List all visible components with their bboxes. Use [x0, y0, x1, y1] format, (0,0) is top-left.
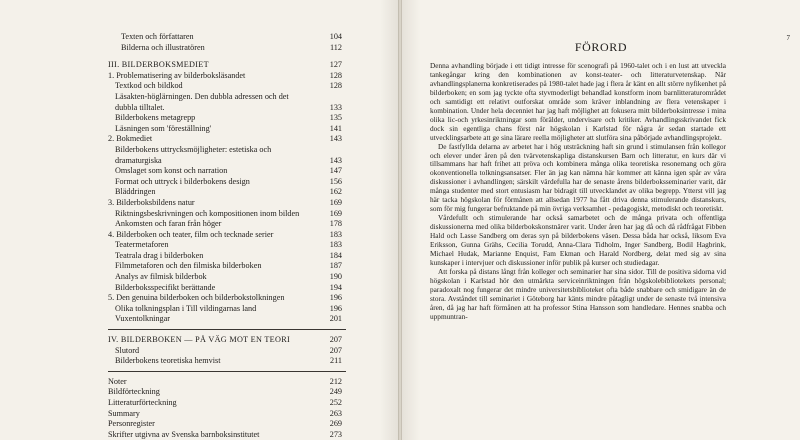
- toc-entry: [108, 187, 342, 198]
- toc-entry-title: Läsningen som 'föreställning': [115, 123, 212, 133]
- toc-entry-title: Bildförteckning: [108, 387, 160, 397]
- toc-entry: [108, 219, 342, 230]
- toc-page: [0, 0, 398, 440]
- toc-entry: [108, 134, 342, 145]
- toc-entry-title: 5. Den genuina bilderboken och bilderbokstolkningen: [108, 293, 285, 303]
- toc-entry-page: 201: [329, 314, 342, 324]
- toc-entry-title: Texten och författaren: [121, 32, 194, 41]
- toc-entry-title: 1. Problematisering av bilderboksläsandet: [108, 70, 246, 80]
- page-shadow: [380, 0, 398, 440]
- toc-entry-title: Summary: [108, 408, 140, 418]
- toc-entry-page: 212: [329, 376, 342, 386]
- toc-entry: [108, 387, 342, 398]
- toc-entry: [108, 92, 342, 103]
- toc-entry-page: 104: [329, 32, 342, 41]
- toc-spacer: [108, 53, 342, 60]
- toc-entry-title: dubbla tilltalet.: [115, 102, 165, 112]
- foreword-paragraph: Denna avhandling började i ett tidigt intresse för scenografi på 1960-talet och i en lust att utveckla tankegångar kring den kombinationen av konst-teater- och litteraturvetenskap. När avhandlingsplanerna konkretiserades på 1980-talet hade jag i flera år känt en allt större nyfikenhet på bilderboken; en som jag tyckte ofta styvmoderligt behandlad konstform inom barnlitteraturområdet och samtidigt ett relativt outforskat område som kräver inblandning av flera vetenskaper i kombination. Under hela decenniet har jag haft möjlighet att fokusera mitt bilderboksintresse i mina olika lic-och yrkesinriktningar som förälder, undervisare och kritiker. Avhandlingsskrivandet fick dock sin egentliga chans först när högskolan i Karlstad för några år sedan startade ett utvecklingsarbete att ge sina lärare reella möjligheter att slutföra sina påbörjade avhandlingsprojekt.: [430, 61, 726, 142]
- toc-entry-title: III. BILDERBOKSMEDIET: [108, 60, 209, 70]
- toc-entry-page: 184: [329, 250, 342, 260]
- toc-entry-title: Olika tolkningsplan i Till vildingarnas land: [115, 303, 257, 313]
- toc-entry-title: IV. BILDERBOKEN — PÅ VÄG MOT EN TEORI: [108, 335, 290, 345]
- toc-divider: [108, 329, 346, 330]
- toc-entry-page: 169: [329, 208, 342, 218]
- toc-entry: [108, 419, 342, 430]
- toc-entry-page: 135: [329, 113, 342, 123]
- toc-entry-page: 207: [329, 335, 342, 345]
- toc-entry: [108, 166, 342, 177]
- toc-entry-title: 2. Bokmediet: [108, 134, 153, 144]
- toc-entry: [108, 209, 342, 220]
- toc-entry: [108, 304, 342, 315]
- toc-entry-page: 249: [329, 387, 342, 397]
- toc-entry-page: 112: [330, 42, 342, 52]
- toc-entry-title: Slutord: [115, 345, 140, 355]
- toc-entry: [108, 32, 342, 43]
- toc-entry-title: Noter: [108, 376, 127, 386]
- toc-entry: [108, 377, 342, 388]
- toc-entry-page: 143: [329, 134, 342, 144]
- toc-entry-title: Bilderbokens teoretiska hemvist: [115, 356, 221, 366]
- toc-section-heading: [108, 60, 342, 71]
- toc-entry: [108, 198, 342, 209]
- toc-entry-title: Format och uttryck i bilderbokens design: [115, 176, 250, 186]
- toc-entry-title: Teatrala drag i bilderboken: [115, 250, 204, 260]
- foreword-body: [430, 62, 726, 322]
- toc-entry-title: Bläddringen: [115, 187, 156, 197]
- toc-entry-page: 162: [329, 187, 342, 197]
- toc-entry-page: 211: [330, 356, 342, 366]
- page-number: 7: [786, 34, 790, 42]
- toc-entry: [108, 356, 342, 367]
- toc-entry-page: 187: [329, 261, 342, 271]
- toc-entry-title: Personregister: [108, 419, 155, 429]
- toc-entry-page: 196: [329, 293, 342, 303]
- toc-entry-title: Teatermetaforen: [115, 240, 169, 250]
- table-of-contents: [108, 32, 342, 440]
- toc-entry-title: 4. Bilderboken och teater, film och tecknade serier: [108, 229, 274, 239]
- toc-entry-title: Skrifter utgivna av Svenska barnboksinstitutet: [108, 429, 260, 439]
- toc-entry: [108, 113, 342, 124]
- toc-entry-page: 183: [329, 229, 342, 239]
- toc-entry-page: 190: [329, 272, 342, 282]
- toc-entry: [108, 103, 342, 114]
- toc-entry-title: Ankomsten och faran från höger: [115, 219, 222, 229]
- toc-entry-page: 128: [329, 70, 342, 80]
- foreword-page: [402, 0, 800, 440]
- toc-entry-page: 128: [329, 81, 342, 91]
- toc-entry: [108, 314, 342, 325]
- foreword-title: FÖRORD: [574, 40, 628, 54]
- toc-entry-title: Litteraturförteckning: [108, 398, 177, 407]
- toc-entry-title: dramaturgiska: [115, 155, 162, 165]
- toc-divider: [108, 371, 346, 372]
- toc-entry-page: 183: [329, 240, 342, 250]
- toc-entry-page: 252: [329, 398, 342, 407]
- toc-entry-title: Bilderbokens metagrepp: [115, 113, 196, 123]
- toc-entry: [108, 156, 342, 167]
- toc-entry: [108, 230, 342, 241]
- toc-entry-title: Bilderna och illustratören: [121, 42, 205, 52]
- toc-entry-title: Filmmetaforen och den filmiska bilderboken: [115, 261, 262, 271]
- toc-entry-page: 269: [329, 419, 342, 429]
- toc-entry-title: Läsakten-höglärningen. Den dubbla adressen och det: [115, 91, 289, 101]
- toc-entry: [108, 251, 342, 262]
- toc-entry: [108, 71, 342, 82]
- toc-entry-title: 3. Bilderboksbildens natur: [108, 197, 195, 207]
- toc-entry: [108, 430, 342, 440]
- toc-entry-page: 207: [329, 345, 342, 355]
- toc-entry-page: 178: [329, 219, 342, 229]
- toc-section-heading: [108, 335, 342, 346]
- toc-entry: [108, 272, 342, 283]
- toc-entry: [108, 409, 342, 420]
- toc-entry-page: 196: [329, 303, 342, 313]
- toc-entry-page: 263: [329, 408, 342, 418]
- toc-entry-page: 147: [329, 166, 342, 176]
- toc-entry-page: 133: [329, 102, 342, 112]
- toc-entry-title: Bilderbokens uttrycksmöjligheter: estetiska och: [115, 144, 272, 154]
- toc-entry-page: 169: [329, 197, 342, 207]
- toc-entry-page: 141: [329, 123, 342, 133]
- foreword-paragraph: De fastfyllda delarna av arbetet har i hög utsträckning haft sin grund i stimulansen från kollegor och elever under åren på den tvärvetenskapliga distanskursen Barn och litteratur, en kurs där vi tillsammans har haft frihet att pröva och kombinera många olika teoretiska resonemang och göra okonventionella tolkningsansatser. Fler än jag kan nämna här kommer att känna igen spår av våra diskussioner i avhandlingen; särskilt värdefulla har de senaste årens bilderboksseminarier varit, där många studenter med stort entusiasm har bidragit till utvecklandet av olika begrepp. Ytterst vill jag här tacka högskolan för förmånen att allsedan 1977 ha fått driva denna stimulerande distanskurs, som för mig fungerar befruktande på min övriga verksamhet - pedagogiskt, metodiskt och teoretiskt.: [430, 141, 726, 214]
- toc-entry-page: 156: [329, 176, 342, 186]
- toc-entry-page: 127: [329, 60, 342, 70]
- toc-entry-page: 273: [329, 429, 342, 439]
- toc-entry: [108, 261, 342, 272]
- toc-entry-title: Vuxentolkningar: [115, 314, 170, 324]
- toc-entry-title: Omslaget som konst och narration: [115, 166, 228, 176]
- toc-entry-title: Bilderboksspecifikt berättande: [115, 282, 216, 292]
- toc-entry-title: Analys av filmisk bilderbok: [115, 272, 207, 282]
- toc-entry: [108, 43, 342, 54]
- toc-entry: [108, 145, 342, 156]
- toc-entry-page: 194: [329, 282, 342, 292]
- toc-entry: [108, 240, 342, 251]
- page-shadow: [402, 0, 420, 440]
- foreword-paragraph: Vårdefullt och stimulerande har också samarbetet och de många privata och offentliga diskussionerna med olika bilderbokskonstnärer varit. Under åren har jag då och då rådfrågat Fibben Hald och Lasse Sandberg om deras syn på bilderbokens väsen. Dessa båda har också, liksom Eva Eriksson, Gunna Grähs, Cecilia Torudd, Anna-Clara Tidholm, Inger Sandberg, Bodil Hagbrink, Michael Hudak, Marianne Enquist, Fam Ekman och Harald Nordberg, delat med sig av sina kunskaper i intervjuer och diskussioner inför publik på kurser och studiedagar.: [430, 213, 726, 267]
- toc-entry: [108, 293, 342, 304]
- toc-entry: [108, 177, 342, 188]
- toc-entry: [108, 283, 342, 294]
- toc-entry-title: Riktningsbeskrivningen och kompositionen inom bilden: [115, 208, 300, 218]
- toc-entry-title: Textkod och bildkod: [115, 81, 183, 91]
- toc-entry: [108, 346, 342, 357]
- foreword-paragraph: Att forska på distans långt från kolleger och seminarier har sina sidor. Till de positiva sidorna vid högskolan i Karlstad hör den utmärkta serviceinriktningen från högskolebibliotekets personal; paradoxalt nog fungerar det mindre universitetsbiblioteket ofta både snabbare och smidigare än de stora. Avståndet till seminariet i Göteborg har känts mindre påtagligt under de senaste två intensiva åren, då jag har haft förmånen att ha professor Stina Hansson som handledare. Hennes snabba och uppmuntran-: [430, 266, 726, 321]
- toc-entry: [108, 398, 342, 409]
- toc-entry-page: 143: [329, 155, 342, 165]
- toc-entry: [108, 124, 342, 135]
- toc-entry: [108, 81, 342, 92]
